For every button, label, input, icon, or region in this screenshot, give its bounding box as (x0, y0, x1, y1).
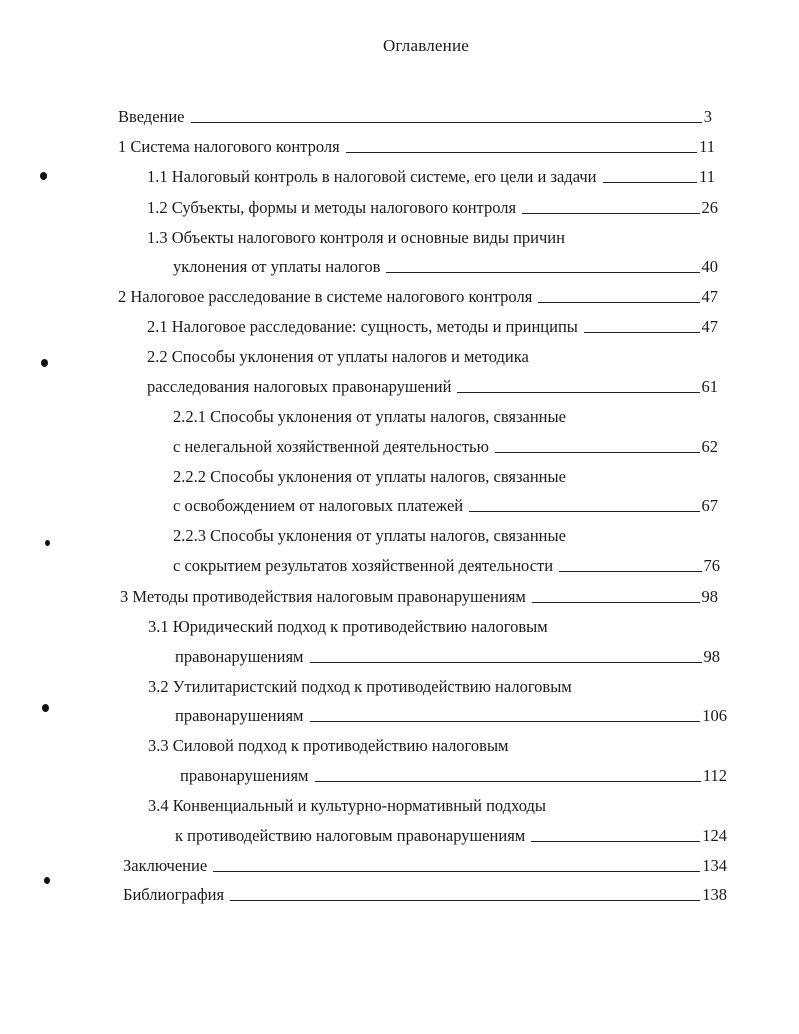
toc-entry-continuation: с освобождением от налоговых платежей (173, 496, 464, 515)
toc-entry (147, 377, 718, 397)
toc-entry-continuation: расследования налоговых правонарушений (147, 377, 452, 396)
page-title: Оглавление (383, 36, 469, 55)
toc-leader-line (538, 302, 699, 303)
toc-page-number: 61 (701, 377, 718, 396)
toc-entry-text: 2.1 Налоговое расследование: сущность, методы и принципы (147, 317, 578, 336)
toc-entry-continuation: правонарушениям (175, 706, 304, 725)
toc-leader-line (386, 272, 699, 273)
toc-entry-text: 1.2 Субъекты, формы и методы налогового контроля (147, 198, 517, 217)
toc-entry-text: 3.1 Юридический подход к противодействию налоговым (148, 617, 548, 636)
toc-entry-text: 3.4 Конвенциальный и культурно-нормативный подходы (148, 796, 546, 815)
toc-page-number: 11 (699, 167, 715, 186)
toc-leader-line (230, 900, 700, 901)
toc-entry (147, 167, 715, 187)
toc-entry (175, 826, 727, 846)
toc-leader-line (532, 602, 700, 603)
toc-entry-text: 1.3 Объекты налогового контроля и основные виды причин (147, 228, 565, 247)
toc-leader-line (310, 662, 702, 663)
toc-leader-line (315, 781, 701, 782)
toc-entry-text: 3.2 Утилитаристский подход к противодействию налоговым (148, 677, 572, 696)
toc-entry (173, 257, 718, 277)
toc-entry (173, 556, 720, 576)
toc-page-number: 98 (701, 587, 718, 606)
toc-entry-text: 1.1 Налоговый контроль в налоговой системе, его цели и задачи (147, 167, 597, 186)
toc-page-number: 106 (702, 706, 727, 725)
toc-entry-text: 2.2.3 Способы уклонения от уплаты налогов, связанные (173, 526, 566, 545)
toc-entry-continuation: уклонения от уплаты налогов (173, 257, 381, 276)
toc-leader-line (457, 392, 699, 393)
scan-mark (40, 172, 47, 180)
toc-leader-line (584, 332, 700, 333)
toc-entry (118, 107, 712, 127)
scan-mark (41, 359, 48, 367)
toc-entry-continuation: с нелегальной хозяйственной деятельностью (173, 437, 489, 456)
toc-entry (180, 766, 727, 786)
toc-entry-continuation: с сокрытием результатов хозяйственной деятельности (173, 556, 554, 575)
toc-entry-text: Введение (118, 107, 185, 126)
toc-entry (147, 317, 718, 337)
toc-entry (118, 137, 715, 157)
toc-leader-line (495, 452, 700, 453)
scan-mark (44, 877, 50, 884)
toc-entry-text: 3 Методы противодействия налоговым правонарушениям (120, 587, 526, 606)
toc-page-number: 11 (699, 137, 715, 156)
toc-leader-line (469, 511, 699, 512)
toc-leader-line (213, 871, 700, 872)
toc-leader-line (559, 571, 701, 572)
toc-entry (123, 856, 727, 876)
toc-page-number: 134 (702, 856, 727, 875)
toc-entry-text: 2.2 Способы уклонения от уплаты налогов и методика (147, 347, 529, 366)
toc-entry-text: 2 Налоговое расследование в системе налогового контроля (118, 287, 533, 306)
toc-page-number: 3 (703, 107, 712, 126)
toc-leader-line (603, 182, 698, 183)
toc-entry (175, 706, 727, 726)
toc-page-number: 40 (701, 257, 718, 276)
toc-entry (173, 496, 718, 516)
toc-entry (173, 437, 718, 457)
toc-entry (120, 587, 718, 607)
toc-page-number: 124 (702, 826, 727, 845)
toc-entry-continuation: правонарушениям (175, 647, 304, 666)
toc-entry-text: 1 Система налогового контроля (118, 137, 340, 156)
toc-entry-continuation: к противодействию налоговым правонарушениям (175, 826, 526, 845)
toc-entry (118, 287, 718, 307)
toc-entry-text: Библиография (123, 885, 225, 904)
toc-entry-text: 3.3 Силовой подход к противодействию налоговым (148, 736, 509, 755)
toc-leader-line (191, 122, 702, 123)
toc-page-number: 47 (701, 287, 718, 306)
toc-page-number: 26 (701, 198, 718, 217)
toc-entry (123, 885, 727, 905)
toc-entry-text: 2.2.2 Способы уклонения от уплаты налогов, связанные (173, 467, 566, 486)
toc-page-number: 76 (703, 556, 720, 575)
toc-entry (175, 647, 720, 667)
toc-page-number: 47 (701, 317, 718, 336)
toc-page-number: 138 (702, 885, 727, 904)
scan-mark (45, 540, 50, 546)
toc-leader-line (531, 841, 700, 842)
toc-entry (147, 198, 718, 218)
toc-page-number: 98 (703, 647, 720, 666)
toc-entry-text: Заключение (123, 856, 208, 875)
toc-page-number: 67 (701, 496, 718, 515)
toc-entry-text: 2.2.1 Способы уклонения от уплаты налогов, связанные (173, 407, 566, 426)
toc-entry-continuation: правонарушениям (180, 766, 309, 785)
toc-page-number: 112 (702, 766, 727, 785)
toc-leader-line (522, 213, 699, 214)
scan-mark (42, 704, 49, 712)
toc-page-number: 62 (701, 437, 718, 456)
toc-leader-line (346, 152, 697, 153)
toc-leader-line (310, 721, 701, 722)
